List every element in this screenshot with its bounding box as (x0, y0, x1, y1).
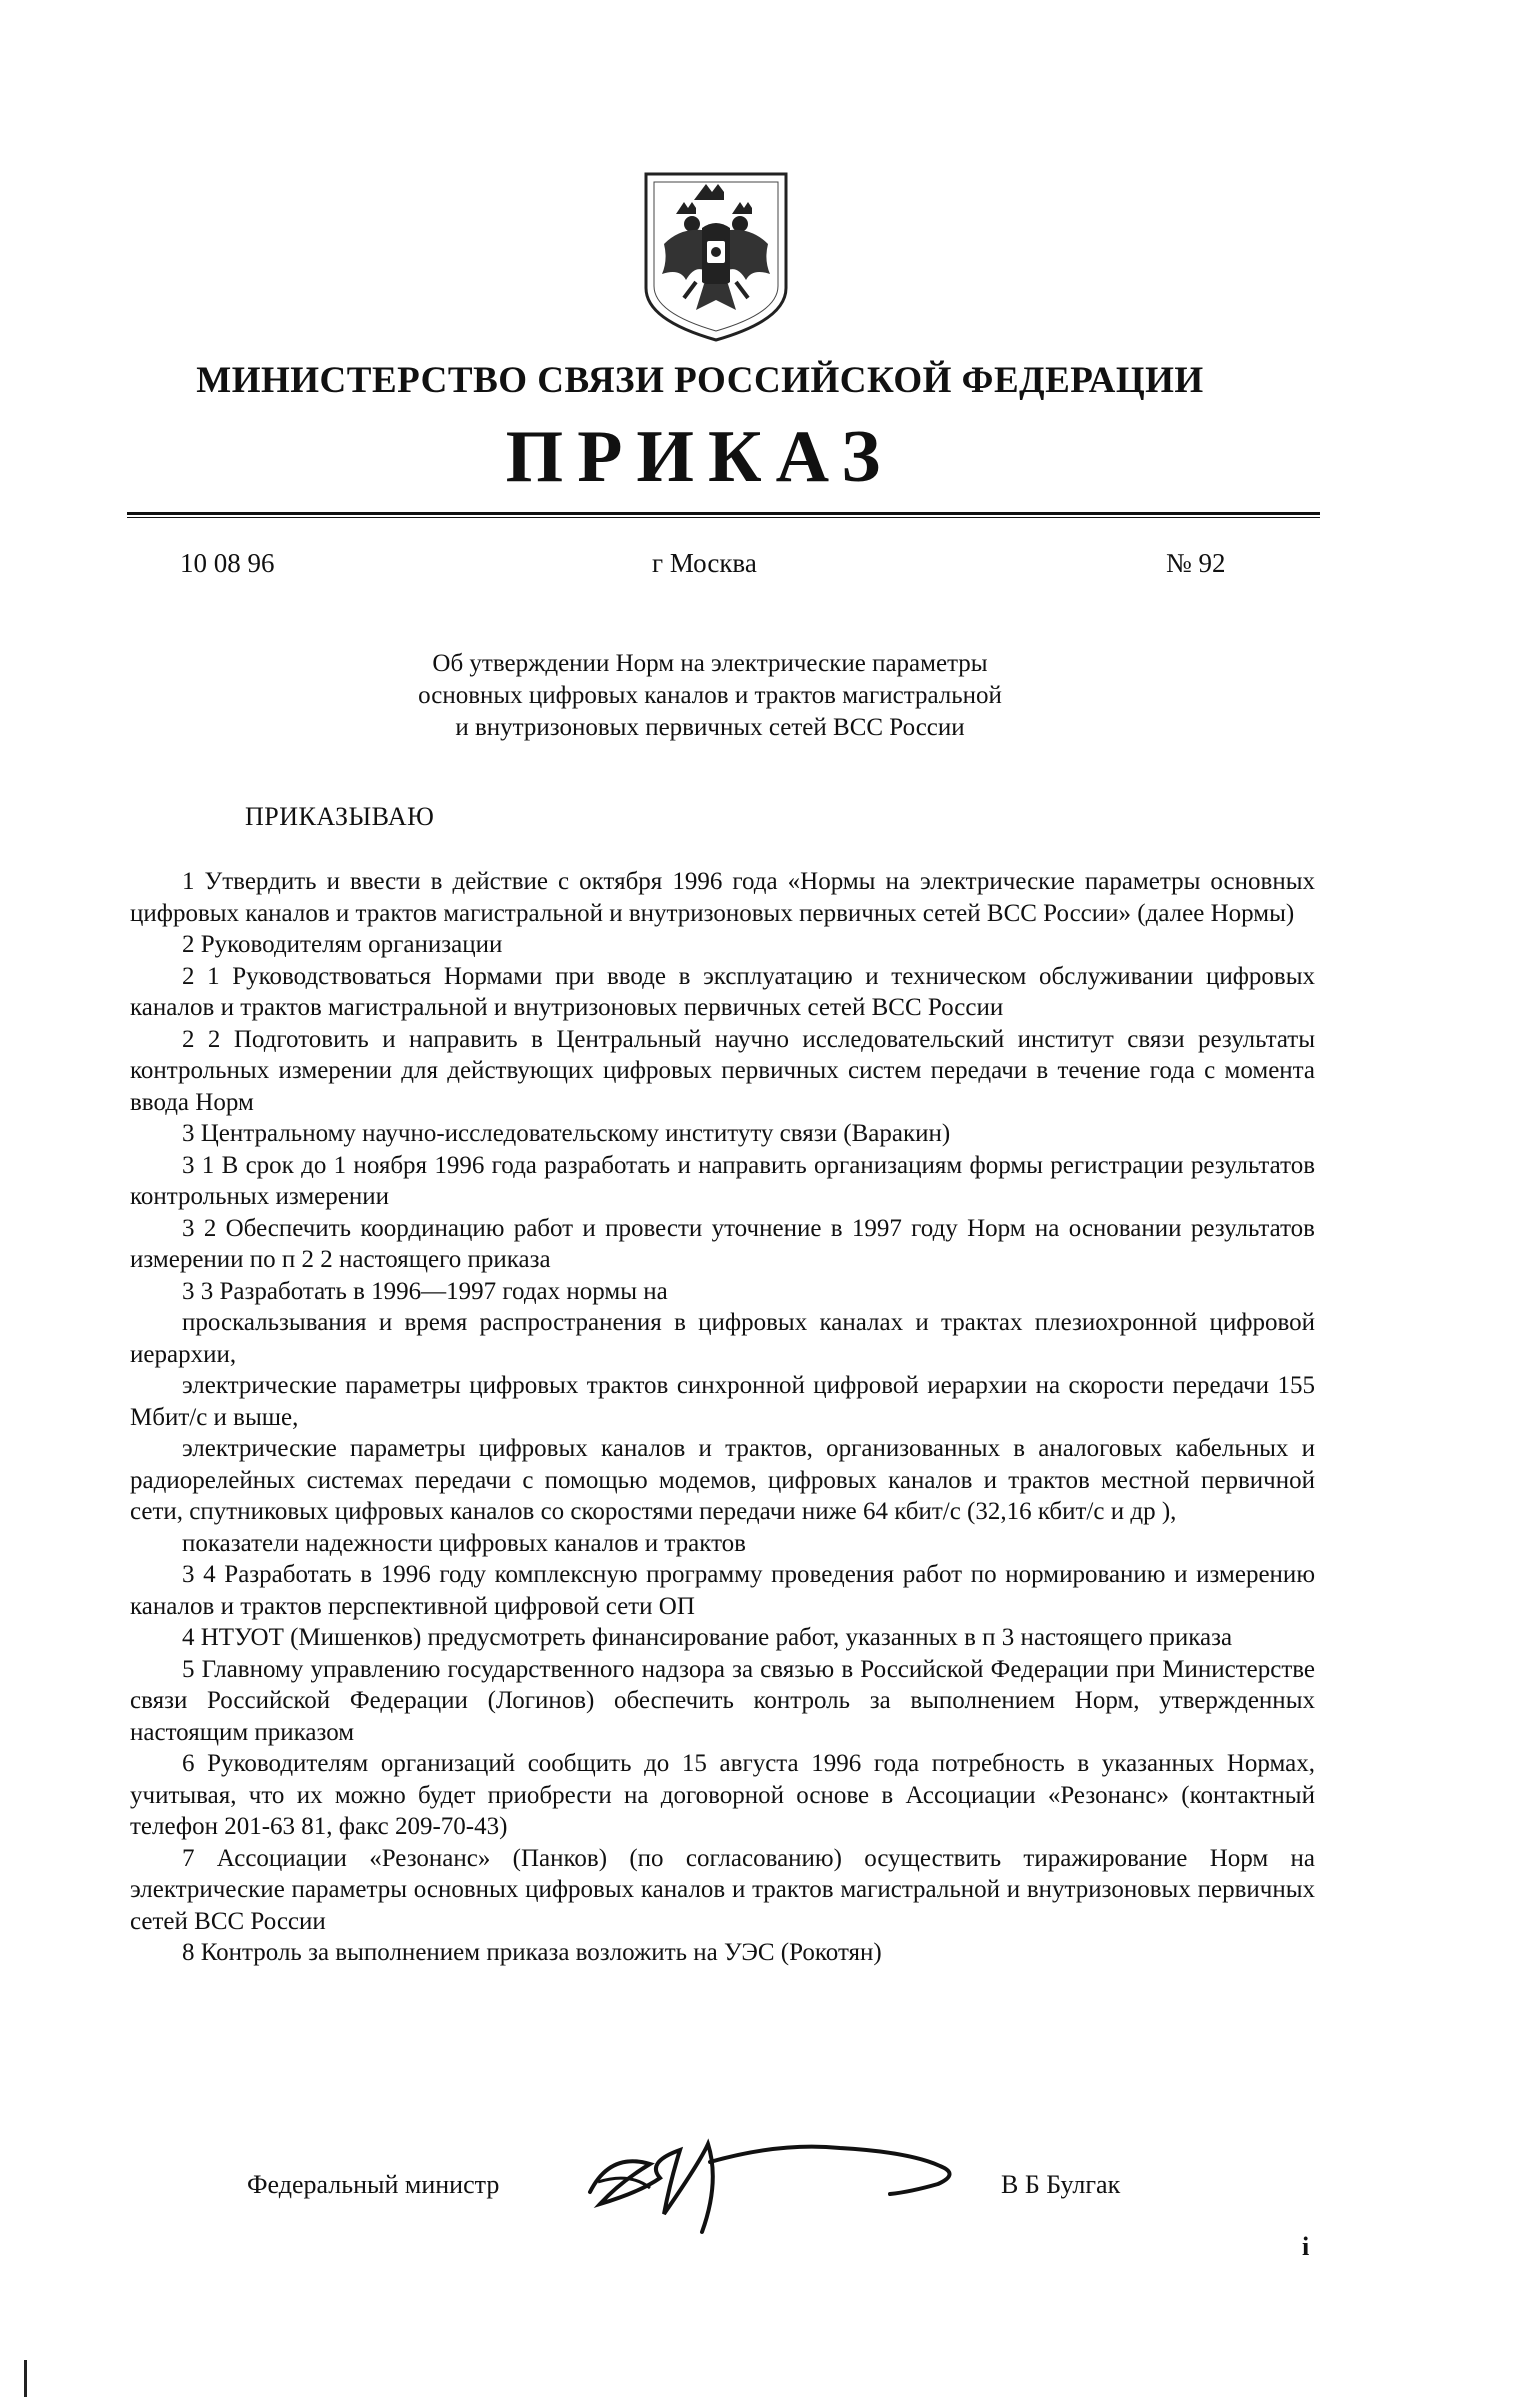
order-paragraph: 4 НТУОТ (Мишенков) предусмотреть финансирование работ, указанных в п 3 настоящего приказа (182, 1624, 1233, 1651)
order-paragraph: 3 Центральному научно-исследовательскому институту связи (Варакин) (182, 1120, 951, 1147)
order-paragraph: 2 1 Руководствоваться Нормами при вводе в эксплуатацию и техническом обслуживании цифровых каналов и трактов магистральной и внутризоновых первичных сетей ВСС России (130, 962, 1315, 1021)
order-paragraph: 3 1 В срок до 1 ноября 1996 года разработать и направить организациям формы регистрации результатов контрольных измерении (130, 1151, 1315, 1210)
ministry-title: МИНИСТЕРСТВО СВЯЗИ РОССИЙСКОЙ ФЕДЕРАЦИИ (196, 360, 1204, 401)
order-keyword: ПРИКАЗЫВАЮ (245, 802, 435, 831)
subject-line: основных цифровых каналов и трактов магистральной (418, 682, 1002, 709)
handwritten-signature-icon (580, 2122, 1000, 2242)
order-paragraph: 8 Контроль за выполнением приказа возложить на УЭС (Рокотян) (182, 1939, 882, 1966)
order-paragraph: 7 Ассоциации «Резонанс» (Панков) (по согласованию) осуществить тиражирование Норм на электрические параметры основных цифровых каналов и трактов магистральной и внутризоновых первичных сетей ВСС России (130, 1844, 1315, 1935)
subject-line: и внутризоновых первичных сетей ВСС России (455, 714, 965, 741)
order-paragraph: 6 Руководителям организаций сообщить до 15 августа 1996 года потребность в указанных Нормах, учитывая, что их можно будет приобрести на договорной основе в Ассоциации «Резонанс» (контактный телефон 201-63 81, факс 209-70-43) (130, 1750, 1315, 1840)
header-divider (127, 512, 1320, 518)
order-body (130, 866, 1315, 1969)
signature-block (0, 2122, 1520, 2242)
order-paragraph: 1 Утвердить и ввести в действие с октября 1996 года «Нормы на электрические параметры основных цифровых каналов и трактов магистральной и внутризоновых первичных сетей ВСС России» (далее Нормы) (130, 868, 1315, 927)
coat-of-arms-icon (640, 170, 792, 344)
order-paragraph: 3 3 Разработать в 1996—1997 годах нормы на (182, 1277, 668, 1305)
scan-edge-mark (24, 2360, 27, 2397)
order-subject (300, 648, 1120, 744)
order-paragraph: 2 Руководителям организации (182, 931, 503, 958)
order-paragraph: 5 Главному управлению государственного надзора за связью в Российской Федерации при Министерстве связи Российской Федерации (Логинов) обеспечить контроль за выполнением Норм, утвержденных настоящим приказом (130, 1655, 1315, 1746)
subject-line: Об утверждении Норм на электрические параметры (432, 650, 988, 677)
order-list-item: электрические параметры цифровых каналов и трактов, организованных в аналоговых кабельных и радиорелейных системах передачи с помощью модемов, цифровых каналов и трактов местной первичной сети, спутниковых цифровых каналов со скоростями передачи ниже 64 кбит/с (32,16 кбит/с и др ), (130, 1435, 1315, 1525)
order-number: № 92 (1166, 548, 1226, 578)
document-type-heading: ПРИКАЗ (505, 416, 895, 498)
order-paragraph: 3 2 Обеспечить координацию работ и провести уточнение в 1997 году Норм на основании результатов измерении по п 2 2 настоящего приказа (130, 1214, 1315, 1273)
page-mark: i (1302, 2232, 1310, 2261)
order-city: г Москва (652, 548, 757, 578)
order-paragraph: 2 2 Подготовить и направить в Центральный научно исследовательский институт связи результаты контрольных измерении для действующих цифровых первичных систем передачи в течение года с момента ввода Норм (130, 1025, 1315, 1116)
order-list-item: электрические параметры цифровых трактов синхронной цифровой иерархии на скорости передачи 155 Мбит/с и выше, (130, 1372, 1315, 1431)
order-list-item: показатели надежности цифровых каналов и трактов (182, 1529, 746, 1557)
signatory-name: В Б Булгак (1001, 2170, 1121, 2199)
order-list-item: проскальзывания и время распространения в цифровых каналах и трактах плезиохронной цифровой иерархии, (130, 1309, 1315, 1368)
signatory-title: Федеральный министр (247, 2170, 500, 2199)
order-paragraph: 3 4 Разработать в 1996 году комплексную программу проведения работ по нормированию и измерению каналов и трактов перспективной цифровой сети ОП (130, 1561, 1315, 1620)
order-date: 10 08 96 (180, 548, 275, 578)
